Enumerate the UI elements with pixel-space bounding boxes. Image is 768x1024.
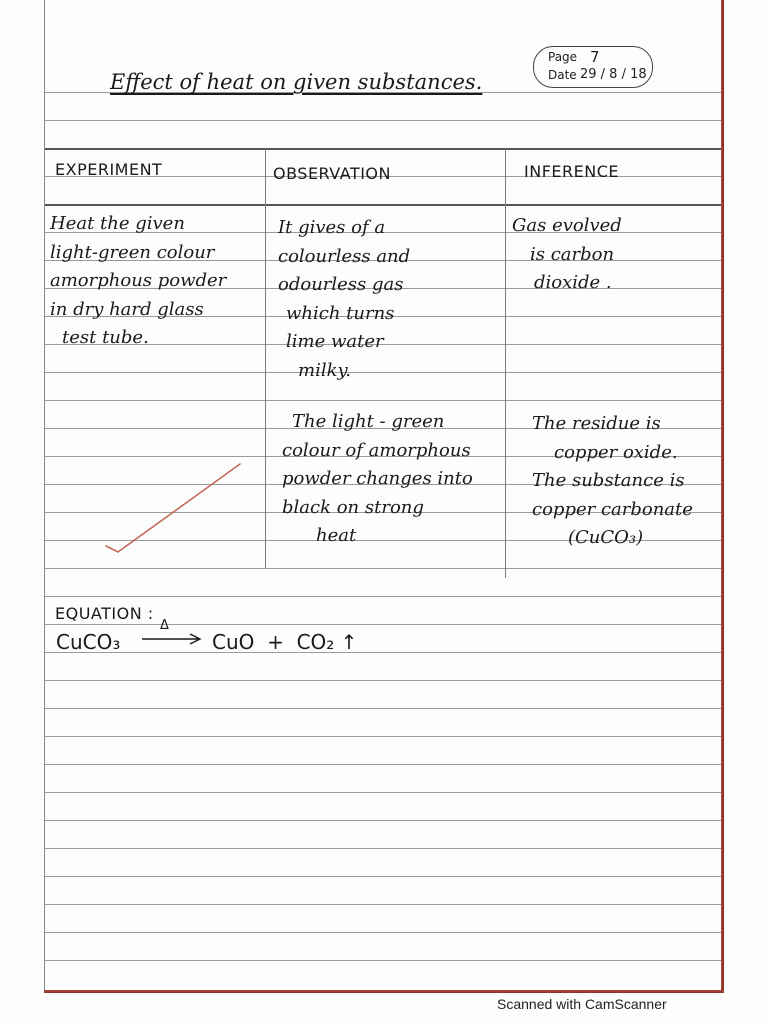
experiment-line: light-green colour (50, 241, 215, 263)
header-experiment: EXPERIMENT (55, 160, 163, 179)
header-inference: INFERENCE (524, 162, 619, 181)
page-date-badge (533, 46, 653, 88)
inference-line: copper oxide. (554, 441, 678, 463)
inference-line: The substance is (532, 470, 685, 491)
ruled-line (44, 848, 724, 849)
ruled-line (44, 680, 724, 681)
date-label: Date (548, 68, 577, 82)
ruled-line (44, 652, 724, 653)
inference-line: (CuCO₃) (568, 527, 644, 548)
ruled-line (44, 400, 724, 401)
table-column-divider (265, 148, 266, 568)
observation-line: powder changes into (282, 468, 473, 489)
equation-condition: Δ (160, 618, 169, 633)
ruled-line (44, 708, 724, 709)
equation-label: EQUATION : (55, 604, 154, 623)
ruled-line (44, 736, 724, 737)
experiment-line: Heat the given (50, 213, 185, 234)
ruled-line (44, 820, 724, 821)
inference-line: copper carbonate (532, 498, 693, 520)
experiment-line: test tube. (62, 327, 149, 348)
reaction-arrow-icon (140, 632, 204, 646)
inference-cell-2 (532, 410, 693, 553)
inference-cell-1 (512, 212, 622, 298)
observation-line: milky. (298, 359, 351, 381)
table-column-divider (505, 148, 506, 578)
ruled-line (44, 120, 724, 121)
observation-line: which turns (286, 302, 395, 324)
ruled-line (44, 568, 724, 569)
experiment-line: in dry hard glass (50, 298, 204, 320)
header-observation: OBSERVATION (273, 164, 391, 183)
page-bottom-edge (44, 990, 724, 993)
inference-line: Gas evolved (512, 215, 622, 236)
observation-line: The light - green (292, 411, 445, 432)
equation-reactant: CuCO₃ (56, 630, 121, 654)
inference-line: dioxide . (534, 272, 612, 293)
inference-line: is carbon (530, 243, 615, 265)
observation-line: colour of amorphous (282, 439, 471, 461)
observation-cell-2 (282, 408, 473, 551)
inference-line: The residue is (532, 413, 661, 434)
ruled-line (44, 876, 724, 877)
ruled-line (44, 764, 724, 765)
date-value: 29 / 8 / 18 (580, 67, 647, 82)
observation-line: It gives of a (278, 217, 386, 238)
table-top-line (44, 148, 724, 150)
observation-line: odourless gas (278, 274, 404, 295)
experiment-line: amorphous powder (50, 270, 227, 291)
table-header-line (44, 204, 724, 206)
experiment-cell (50, 210, 226, 353)
ruled-line (44, 792, 724, 793)
observation-line: heat (316, 525, 357, 546)
ruled-line (44, 624, 724, 625)
page-label: Page (548, 50, 578, 64)
ruled-line (44, 960, 724, 961)
scanner-watermark: Scanned with CamScanner (497, 996, 667, 1012)
observation-line: colourless and (278, 245, 411, 267)
page-right-edge (721, 0, 724, 992)
page-number: 7 (590, 48, 600, 66)
ruled-line (44, 904, 724, 905)
observation-line: lime water (286, 331, 384, 352)
page-title: Effect of heat on given substances. (110, 70, 483, 94)
ruled-line (44, 932, 724, 933)
observation-cell-1 (278, 214, 410, 385)
ruled-line (44, 596, 724, 597)
observation-line: black on strong (282, 496, 424, 518)
check-mark-icon (100, 460, 250, 560)
equation-products: CuO + CO₂ ↑ (212, 630, 358, 654)
margin-line (44, 0, 45, 992)
